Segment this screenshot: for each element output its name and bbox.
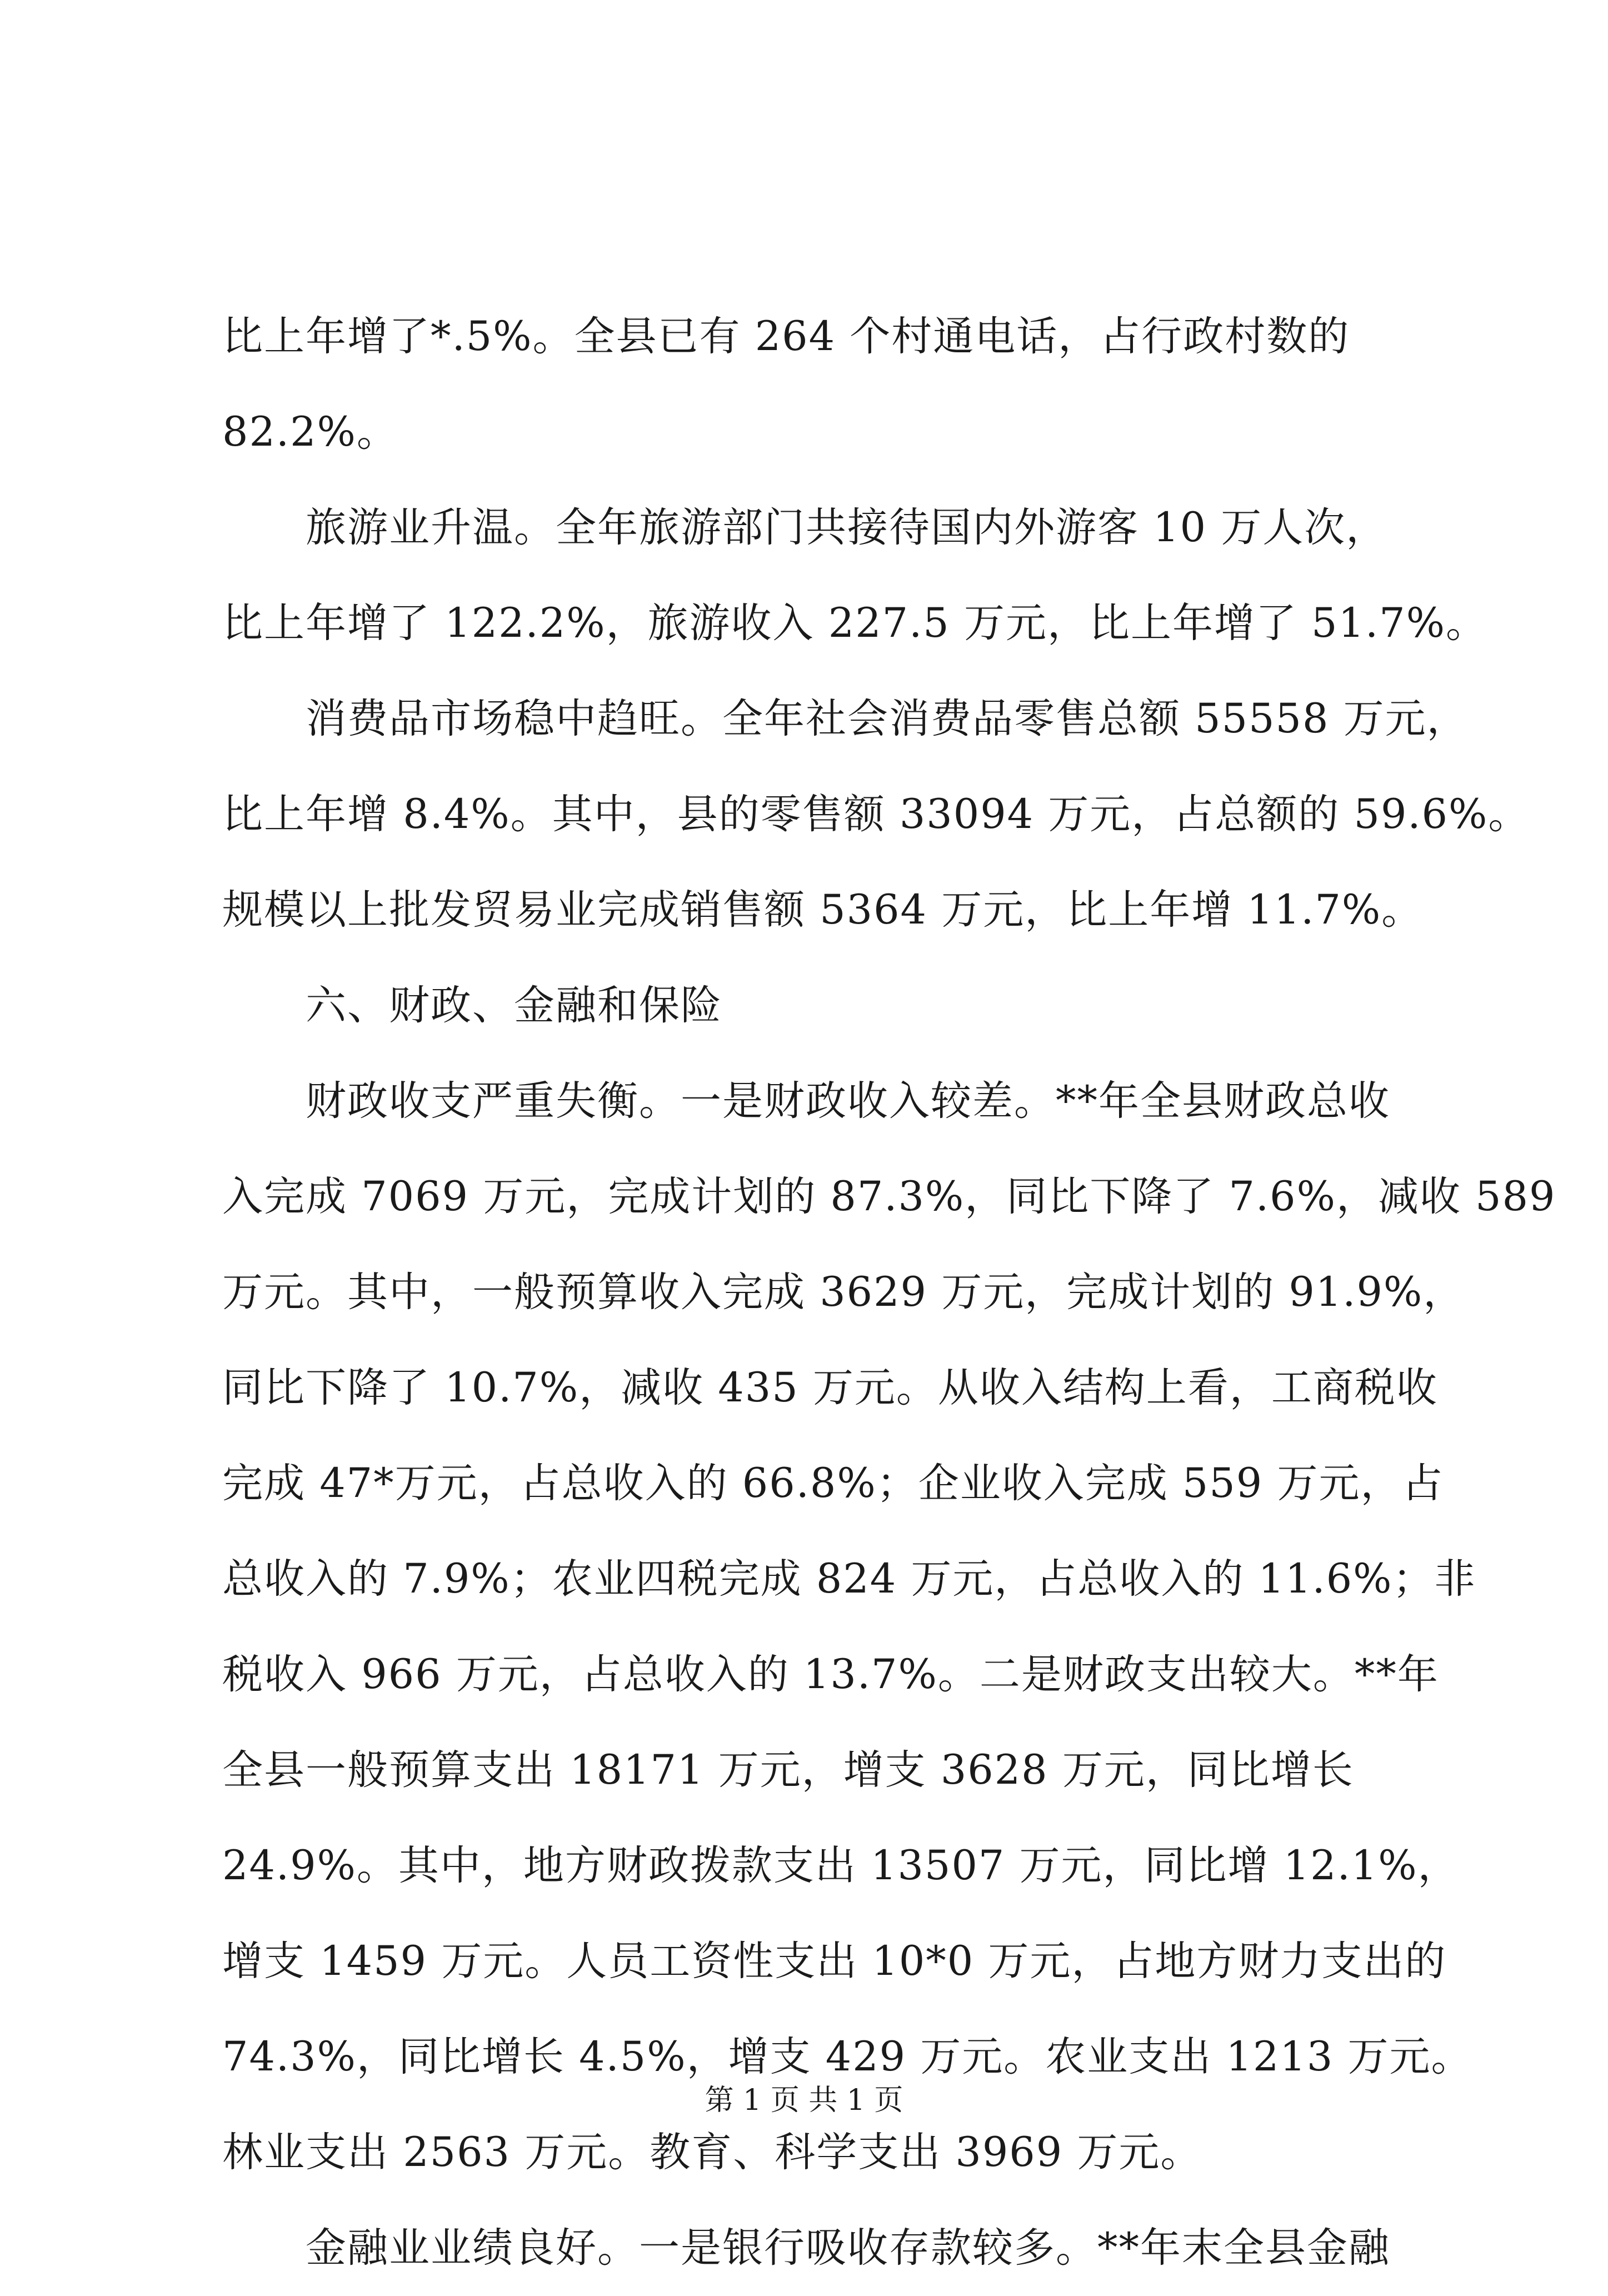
text-line: 税收入 966 万元，占总收入的 13.7%。二是财政支出较大。**年 bbox=[222, 1651, 1439, 1698]
text-line: 比上年增了 122.2%，旅游收入 227.5 万元，比上年增了 51.7%。 bbox=[222, 600, 1488, 647]
paragraph-start-consumer-market: 消费品市场稳中趋旺。全年社会消费品零售总额 55558 万元， bbox=[306, 695, 1469, 742]
text-line: 林业支出 2563 万元。教育、科学支出 3969 万元。 bbox=[222, 2129, 1202, 2176]
paragraph-start-tourism: 旅游业升温。全年旅游部门共接待国内外游客 10 万人次， bbox=[306, 504, 1388, 551]
section-heading: 六、财政、金融和保险 bbox=[306, 982, 722, 1029]
text-line: 万元。其中，一般预算收入完成 3629 万元，完成计划的 91.9%， bbox=[222, 1269, 1465, 1316]
text-line: 增支 1459 万元。人员工资性支出 10*0 万元，占地方财力支出的 bbox=[222, 1938, 1447, 1985]
text-line: 完成 47*万元，占总收入的 66.8%；企业收入完成 559 万元，占 bbox=[222, 1460, 1444, 1507]
text-line: 比上年增了*.5%。全县已有 264 个村通电话，占行政村数的 bbox=[222, 313, 1350, 360]
text-line: 比上年增 8.4%。其中，县的零售额 33094 万元，占总额的 59.6%。 bbox=[222, 791, 1530, 838]
text-line: 全县一般预算支出 18171 万元，增支 3628 万元，同比增长 bbox=[222, 1746, 1354, 1794]
page-footer: 第 1 页 共 1 页 bbox=[705, 2084, 903, 2117]
document-body bbox=[222, 289, 1556, 2296]
text-line: 总收入的 7.9%；农业四税完成 824 万元，占总收入的 11.6%；非 bbox=[222, 1555, 1476, 1603]
paragraph-start-banking: 金融业业绩良好。一是银行吸收存款较多。**年末全县金融 bbox=[306, 2224, 1390, 2272]
text-line: 同比下降了 10.7%，减收 435 万元。从收入结构上看，工商税收 bbox=[222, 1364, 1438, 1411]
text-line: 24.9%。其中，地方财政拨款支出 13507 万元，同比增 12.1%， bbox=[222, 1842, 1460, 1889]
text-line: 82.2%。 bbox=[222, 408, 398, 456]
paragraph-start-finance: 财政收支严重失衡。一是财政收入较差。**年全县财政总收 bbox=[306, 1077, 1390, 1125]
text-line: 入完成 7069 万元，完成计划的 87.3%，同比下降了 7.6%，减收 589 bbox=[222, 1173, 1556, 1220]
text-line: 74.3%，同比增长 4.5%，增支 429 万元。农业支出 1213 万元。 bbox=[222, 2033, 1473, 2080]
text-line: 规模以上批发贸易业完成销售额 5364 万元，比上年增 11.7%。 bbox=[222, 886, 1424, 934]
